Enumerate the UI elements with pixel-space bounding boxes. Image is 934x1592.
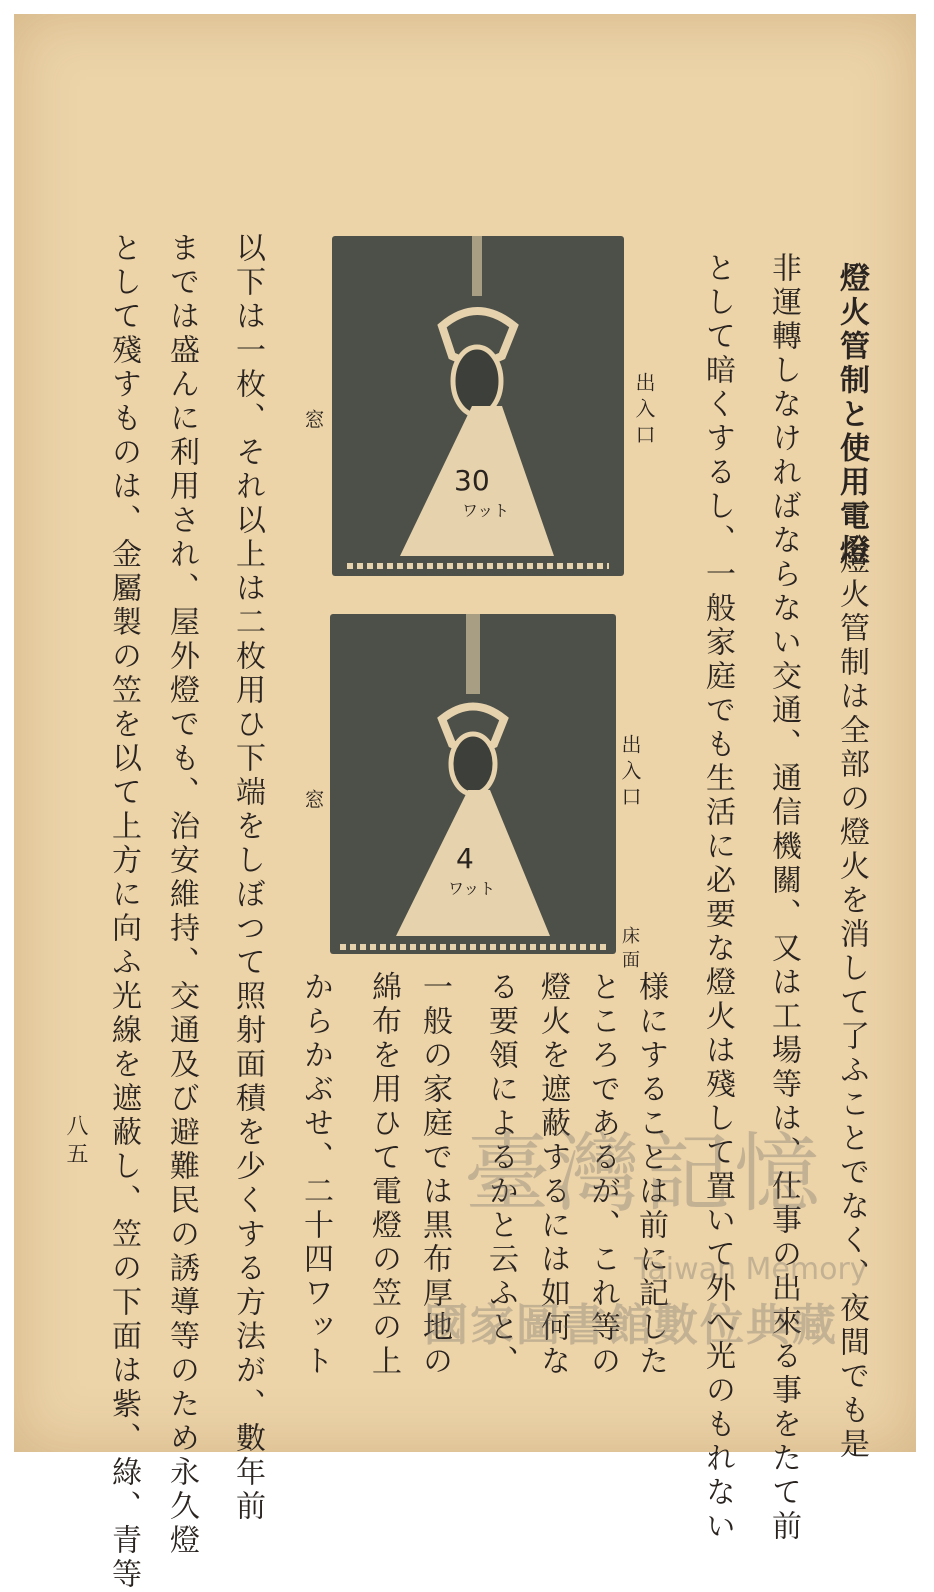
text-column-10: からかぶせ、二十四ワット	[298, 971, 333, 1379]
page-number: 八五	[63, 1114, 88, 1170]
entrance-label: 出入口	[618, 734, 642, 812]
watermark-title: 臺灣記憶	[464, 1124, 824, 1224]
floor-label: 床面	[619, 926, 640, 974]
watermark-english: Taiwan Memory	[634, 1252, 868, 1287]
lamp-figure-4w	[330, 614, 616, 954]
watermark-institution: 國家圖書館數位典藏	[424, 1300, 838, 1351]
entrance-label: 出入口	[632, 372, 656, 450]
section-heading: 燈火管制と使用電燈	[834, 262, 869, 568]
lamp-figure-30w	[332, 236, 624, 576]
book-page	[14, 14, 916, 1592]
lamp-illustration	[330, 614, 616, 954]
lamp-illustration	[332, 236, 624, 576]
text-column-11: 以下は一枚、それ以上は二枚用ひ下端をしぼつて照射面積を少くする方法が、數年前	[230, 232, 265, 1524]
window-label: 窓	[301, 789, 325, 815]
watt-number: 4	[456, 842, 474, 875]
text-column-8: 一般の家庭では黒布厚地の	[417, 971, 452, 1379]
text-column-4: 様にすることは前に記した	[633, 971, 668, 1379]
watt-unit: ワット	[448, 879, 496, 898]
text-column-3: として暗くするし、一般家庭でも生活に必要な燈火は殘して置いて外へ光のもれない	[700, 252, 735, 1544]
watt-unit: ワット	[462, 501, 510, 520]
text-column-12: までは盛んに利用され、屋外燈でも、治安維持、交通及び避難民の誘導等のため永久燈	[164, 232, 199, 1558]
text-column-6: 燈火を遮蔽するには如何な	[535, 971, 570, 1379]
watt-number: 30	[454, 464, 490, 497]
text-column-2: 非運轉しなければならない交通、通信機關、又は工場等は、仕事の出來る事をたて前	[766, 252, 801, 1544]
text-column-9: 綿布を用ひて電燈の笠の上	[366, 971, 401, 1379]
text-column-13: として殘すものは、金屬製の笠を以て上方に向ふ光線を遮蔽し、笠の下面は紫、綠、青等	[106, 232, 141, 1592]
window-label: 窓	[301, 409, 325, 435]
text-column-1: 燈火管制は全部の燈火を消して了ふことでなく、夜間でも是	[834, 544, 869, 1462]
text-column-7: る要領によるかと云ふと、	[483, 971, 518, 1379]
text-column-5: ところであるが、これ等の	[585, 971, 620, 1379]
